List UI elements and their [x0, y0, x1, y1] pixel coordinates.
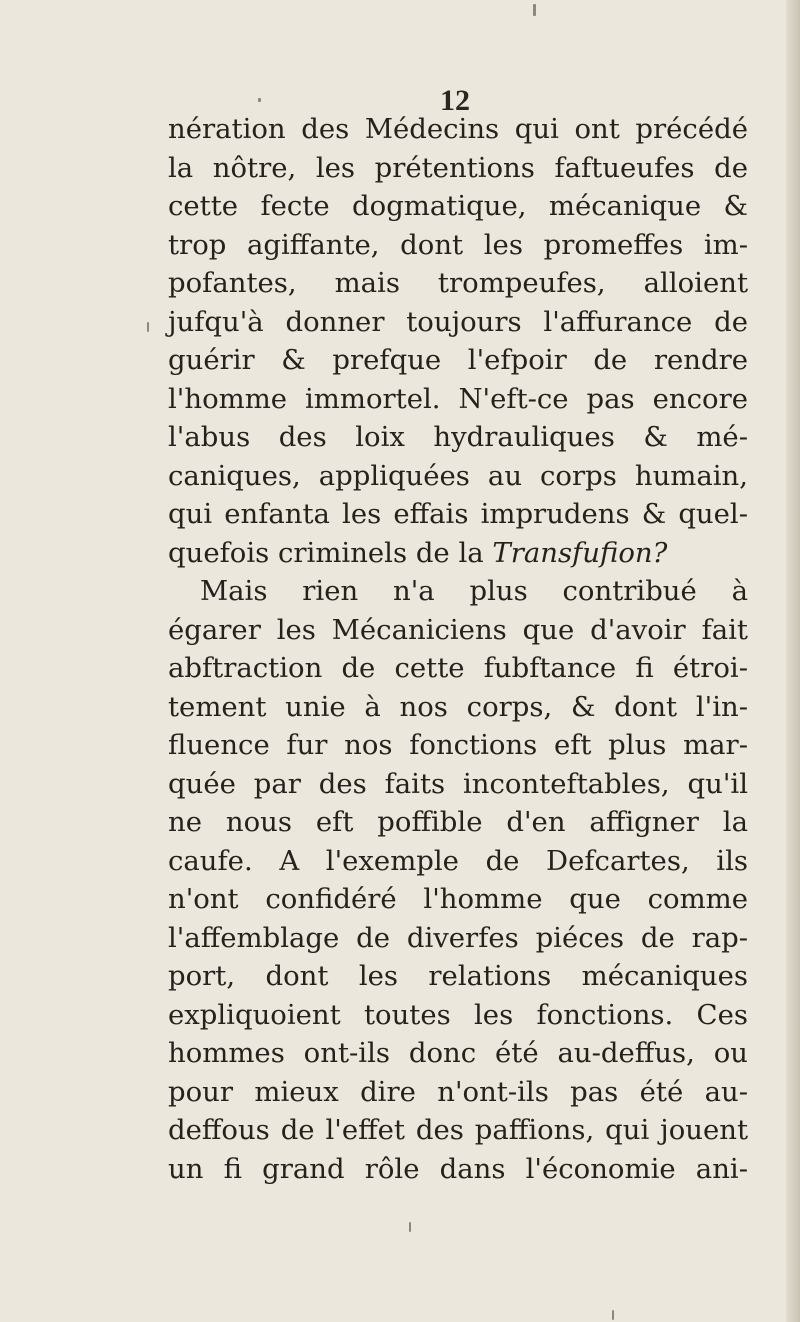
text-line: deffous de l'effet des paffions, qui jouent [168, 1114, 748, 1146]
text-line: qui enfanta les effais imprudens & quel- [168, 498, 748, 530]
text-line: trop agiffante, dont les promeffes im- [168, 228, 748, 261]
text-line: n'ont confidéré l'homme que comme [168, 883, 748, 915]
text-line: abftraction de cette fubftance fi étroi- [168, 652, 748, 684]
text-line: caufe. A l'exemple de Defcartes, ils [168, 844, 748, 877]
paper-speck [612, 1310, 614, 1320]
text-line-last [168, 534, 748, 573]
text-line-indented: Mais rien n'a plus contribué à [200, 575, 748, 607]
text-line: fluence fur nos fonctions eft plus mar- [168, 729, 748, 761]
text-line: tement unie à nos corps, & dont l'in- [168, 690, 748, 723]
paper-speck [147, 322, 149, 332]
body-text [168, 110, 748, 1188]
text-line: ne nous eft poffible d'en affigner la [168, 806, 748, 838]
text-line: pofantes, mais trompeufes, alloient [168, 267, 748, 299]
text-line: expliquoient toutes les fonctions. Ces [168, 998, 748, 1031]
text-line: l'abus des loix hydrauliques & mé- [168, 421, 748, 453]
text-line: nération des Médecins qui ont précédé [168, 113, 748, 145]
text-line: la nôtre, les prétentions faftueufes de [168, 151, 748, 184]
text-line: cette fecte dogmatique, mécanique & [168, 190, 748, 222]
italic-term: Transfufion? [492, 536, 668, 569]
text-line: l'homme immortel. N'eft-ce pas encore [168, 382, 748, 415]
paper-speck [409, 1222, 411, 1232]
text-line: un fi grand rôle dans l'économie ani- [168, 1152, 748, 1185]
text-line: quée par des faits inconteftables, qu'il [168, 767, 748, 800]
text-line: caniques, appliquées au corps humain, [168, 459, 748, 492]
page-number: 12 [440, 84, 470, 117]
paper-speck [258, 98, 261, 102]
paragraph-2 [168, 572, 748, 1188]
text-line: hommes ont-ils donc été au-deffus, ou [168, 1037, 748, 1069]
paragraph-1 [168, 110, 748, 572]
page-edge [786, 0, 800, 1322]
text-line: port, dont les relations mécaniques [168, 960, 748, 992]
text-line: pour mieux dire n'ont-ils pas été au- [168, 1075, 748, 1108]
text-segment: quefois criminels de la [168, 536, 493, 569]
text-line: égarer les Mécaniciens que d'avoir fait [168, 613, 748, 646]
text-line: l'affemblage de diverfes piéces de rap- [168, 921, 748, 954]
text-line: guérir & prefque l'efpoir de rendre [168, 344, 748, 376]
text-line: jufqu'à donner toujours l'affurance de [168, 305, 748, 338]
paper-speck [533, 4, 536, 16]
